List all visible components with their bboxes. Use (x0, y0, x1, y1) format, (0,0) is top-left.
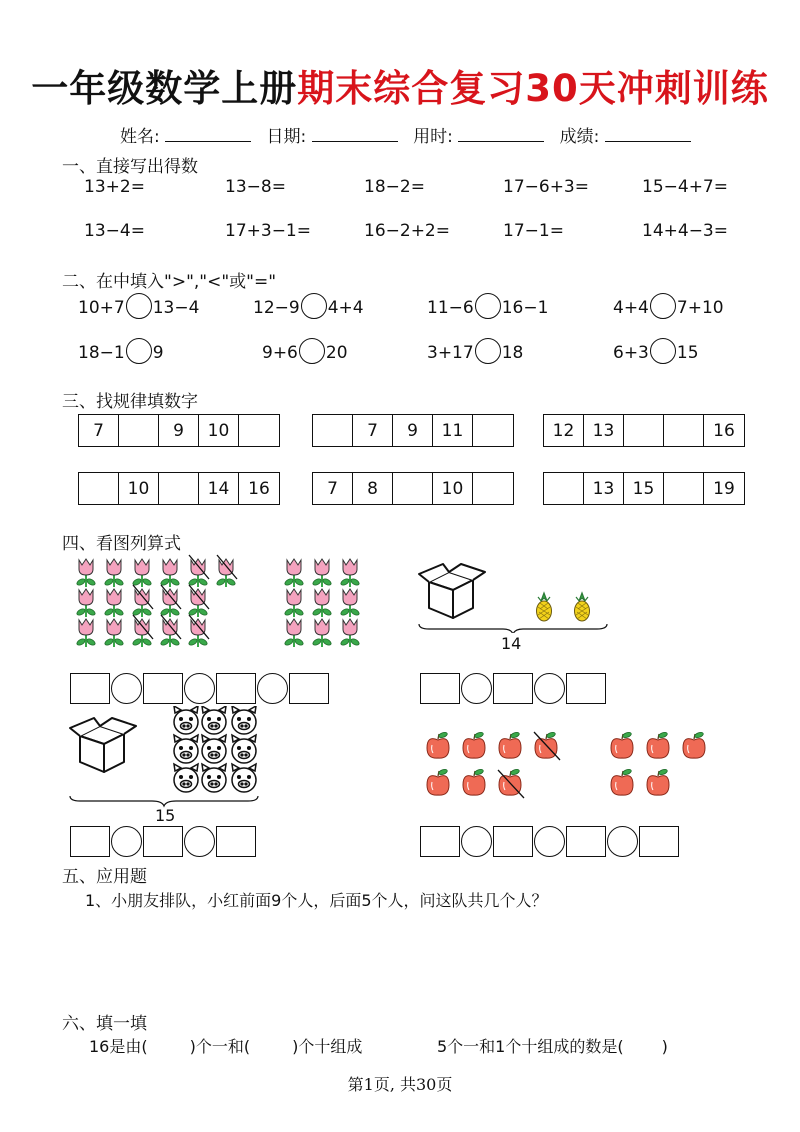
total-label-b: 15 (155, 806, 176, 825)
seq-cell[interactable]: 16 (713, 420, 735, 441)
section1-heading: 一、直接写出得数 (62, 157, 198, 177)
title-part1: 一年级数学上册 (31, 67, 298, 110)
compare-circle[interactable] (126, 293, 152, 319)
score-blank[interactable] (605, 127, 691, 142)
sequence-row (78, 414, 280, 447)
equation-row (420, 673, 606, 704)
operator-circle[interactable] (461, 673, 492, 704)
operator-circle[interactable] (461, 826, 492, 857)
date-label: 日期: (266, 127, 307, 147)
compare-circle[interactable] (475, 338, 501, 364)
time-blank[interactable] (458, 127, 544, 142)
compare-item (427, 340, 523, 366)
total-label-a: 14 (501, 634, 522, 653)
tulip-icon (160, 559, 180, 587)
pig-icon (174, 764, 198, 792)
s1-item: 18−2= (364, 177, 425, 197)
operator-circle[interactable] (257, 673, 288, 704)
tulip-icon (284, 589, 304, 617)
compare-item (253, 295, 364, 321)
seq-cell[interactable] (119, 415, 159, 446)
operator-circle[interactable] (184, 826, 215, 857)
tulip-icon (312, 619, 332, 647)
apple-icon (427, 768, 449, 795)
seq-cell[interactable]: 13 (584, 473, 624, 504)
pig-icon (202, 735, 226, 763)
equation-row (70, 673, 329, 704)
apple-icon (611, 731, 633, 758)
box-pineapple-picture (415, 558, 615, 633)
answer-box[interactable] (493, 673, 533, 704)
page-footer: 第1页, 共30页 (347, 1075, 453, 1094)
seq-cell[interactable]: 10 (199, 415, 239, 446)
seq-cell[interactable]: 10 (433, 473, 473, 504)
compare-right: 15 (676, 343, 699, 363)
tulip-icon (340, 559, 360, 587)
seq-cell[interactable] (159, 473, 199, 504)
compare-left: 11−6 (427, 298, 474, 318)
compare-circle[interactable] (475, 293, 501, 319)
tulip-icon (160, 589, 180, 617)
operator-circle[interactable] (534, 673, 565, 704)
fill-q2-text: 5个一和1个十组成的数是( (437, 1037, 624, 1056)
section4-heading: 四、看图列算式 (62, 534, 181, 554)
compare-right: 16−1 (501, 298, 549, 318)
operator-circle[interactable] (184, 673, 215, 704)
answer-box[interactable] (566, 673, 606, 704)
box-pig-picture (66, 706, 276, 810)
tulip-icon (216, 559, 236, 587)
answer-box[interactable] (420, 673, 460, 704)
sequence-row (312, 472, 514, 505)
compare-circle[interactable] (650, 338, 676, 364)
operator-circle[interactable] (534, 826, 565, 857)
answer-box[interactable] (70, 673, 110, 704)
tulip-picture (66, 553, 376, 648)
answer-box[interactable] (216, 673, 256, 704)
seq-cell[interactable]: 13 (584, 415, 624, 446)
apple-icon (683, 731, 705, 758)
compare-right: 18 (501, 343, 524, 363)
name-blank[interactable] (165, 127, 251, 142)
tulip-icon (104, 589, 124, 617)
tulip-icon (160, 619, 180, 647)
section3-heading: 三、找规律填数字 (62, 392, 198, 412)
tulip-icon (340, 589, 360, 617)
sequence-row (543, 414, 745, 447)
compare-item (613, 340, 699, 366)
fill-q1-part-c: )个十组成 (292, 1037, 363, 1056)
tulip-icon (188, 619, 208, 647)
seq-cell[interactable] (664, 473, 704, 504)
tulip-icon (312, 559, 332, 587)
page-title (0, 58, 800, 112)
pig-icon (174, 735, 198, 763)
seq-cell[interactable] (313, 415, 353, 446)
seq-cell[interactable] (624, 415, 664, 446)
s1-item: 14+4−3= (642, 221, 728, 241)
pineapple-icon (575, 593, 590, 621)
compare-left: 12−9 (253, 298, 300, 318)
answer-box[interactable] (143, 826, 183, 857)
compare-circle[interactable] (126, 338, 152, 364)
tulip-group-right (284, 559, 360, 647)
tulip-icon (188, 559, 208, 587)
seq-cell[interactable] (393, 473, 433, 504)
apple-icon (647, 731, 669, 758)
seq-cell[interactable]: 8 (353, 473, 393, 504)
score-label: 成绩: (559, 127, 600, 147)
answer-box[interactable] (566, 826, 606, 857)
pig-icon (174, 706, 198, 734)
section5-heading: 五、应用题 (62, 867, 147, 887)
tulip-icon (76, 589, 96, 617)
name-label: 姓名: (120, 127, 160, 147)
compare-right: 20 (325, 343, 348, 363)
compare-item (78, 295, 199, 321)
sequence-row (543, 472, 745, 505)
answer-box[interactable] (216, 826, 256, 857)
tulip-icon (132, 559, 152, 587)
seq-cell[interactable]: 14 (199, 473, 239, 504)
compare-item (427, 295, 548, 321)
apple-icon (463, 768, 485, 795)
seq-cell[interactable]: 7 (353, 415, 393, 446)
seq-cell[interactable] (664, 415, 704, 446)
seq-cell[interactable]: 16 (248, 478, 270, 499)
seq-cell[interactable] (544, 473, 584, 504)
compare-item (613, 295, 724, 321)
s1-item: 17−1= (503, 221, 564, 241)
date-blank[interactable] (312, 127, 398, 142)
compare-left: 10+7 (78, 298, 125, 318)
compare-left: 4+4 (613, 298, 649, 318)
operator-circle[interactable] (111, 673, 142, 704)
compare-circle[interactable] (301, 293, 327, 319)
seq-cell[interactable]: 9 (159, 415, 199, 446)
equation-row (420, 826, 679, 857)
s1-item: 13−4= (84, 221, 145, 241)
seq-cell[interactable]: 12 (544, 415, 584, 446)
box-icon (70, 718, 136, 772)
compare-left: 3+17 (427, 343, 474, 363)
tulip-icon (312, 589, 332, 617)
seq-cell[interactable]: 11 (433, 415, 473, 446)
tulip-icon (104, 559, 124, 587)
apple-picture (420, 728, 720, 806)
s1-item: 17+3−1= (225, 221, 311, 241)
student-info-line (120, 122, 701, 147)
compare-left: 18−1 (78, 343, 125, 363)
fill-q2-end: ) (661, 1037, 668, 1056)
fill-question-1 (89, 1034, 362, 1057)
compare-item (262, 340, 348, 366)
operator-circle[interactable] (111, 826, 142, 857)
box-icon (419, 564, 485, 618)
tulip-icon (132, 589, 152, 617)
apple-icon (463, 731, 485, 758)
compare-item (78, 340, 164, 366)
title-part2: 期末综合复习30天冲刺训练 (297, 67, 769, 110)
apple-icon (611, 768, 633, 795)
tulip-icon (76, 559, 96, 587)
brace (70, 796, 258, 806)
seq-cell[interactable]: 7 (313, 473, 353, 504)
pineapple-icon (537, 593, 552, 621)
compare-right: 4+4 (327, 298, 364, 318)
seq-cell[interactable]: 19 (713, 478, 735, 499)
pig-icon (232, 764, 256, 792)
answer-box[interactable] (289, 673, 329, 704)
compare-right: 7+10 (676, 298, 724, 318)
tulip-icon (284, 559, 304, 587)
apple-icon (647, 768, 669, 795)
fill-question-2 (437, 1034, 668, 1057)
answer-box[interactable] (420, 826, 460, 857)
section2-heading: 二、在中填入">","<"或"=" (62, 272, 277, 292)
seq-cell[interactable]: 9 (393, 415, 433, 446)
s1-item: 15−4+7= (642, 177, 728, 197)
tulip-icon (132, 619, 152, 647)
fill-q1-part-b: )个一和( (189, 1037, 251, 1056)
seq-cell[interactable] (79, 473, 119, 504)
apple-icon (427, 731, 449, 758)
pig-icon (232, 706, 256, 734)
compare-right: 9 (152, 343, 164, 363)
s1-item: 13+2= (84, 177, 145, 197)
compare-circle[interactable] (650, 293, 676, 319)
sequence-row (312, 414, 514, 447)
s1-item: 17−6+3= (503, 177, 589, 197)
word-problem: 1、小朋友排队，小红前面9个人，后面5个人，问这队共几个人？ (85, 891, 548, 910)
answer-box[interactable] (143, 673, 183, 704)
tulip-icon (284, 619, 304, 647)
pig-icon (232, 735, 256, 763)
answer-box[interactable] (639, 826, 679, 857)
sequence-row (78, 472, 280, 505)
compare-right: 13−4 (152, 298, 200, 318)
answer-box[interactable] (493, 826, 533, 857)
equation-row (70, 826, 256, 857)
compare-left: 9+6 (262, 343, 298, 363)
tulip-icon (340, 619, 360, 647)
compare-circle[interactable] (299, 338, 325, 364)
tulip-icon (76, 619, 96, 647)
brace (419, 624, 607, 633)
s1-item: 13−8= (225, 177, 286, 197)
compare-left: 6+3 (613, 343, 649, 363)
fill-q1-part-a: 16是由( (89, 1037, 148, 1056)
tulip-group-left (76, 559, 236, 647)
section6-heading: 六、填一填 (62, 1014, 147, 1034)
apple-icon (499, 731, 521, 758)
seq-cell[interactable] (473, 473, 513, 504)
tulip-icon (104, 619, 124, 647)
pig-icon (202, 706, 226, 734)
seq-cell[interactable]: 7 (79, 415, 119, 446)
seq-cell[interactable] (473, 415, 513, 446)
answer-box[interactable] (70, 826, 110, 857)
seq-cell[interactable] (239, 415, 279, 446)
operator-circle[interactable] (607, 826, 638, 857)
tulip-icon (188, 589, 208, 617)
seq-cell[interactable]: 15 (624, 473, 664, 504)
seq-cell[interactable]: 10 (119, 473, 159, 504)
s1-item: 16−2+2= (364, 221, 450, 241)
time-label: 用时: (413, 127, 453, 147)
pig-icon (202, 764, 226, 792)
